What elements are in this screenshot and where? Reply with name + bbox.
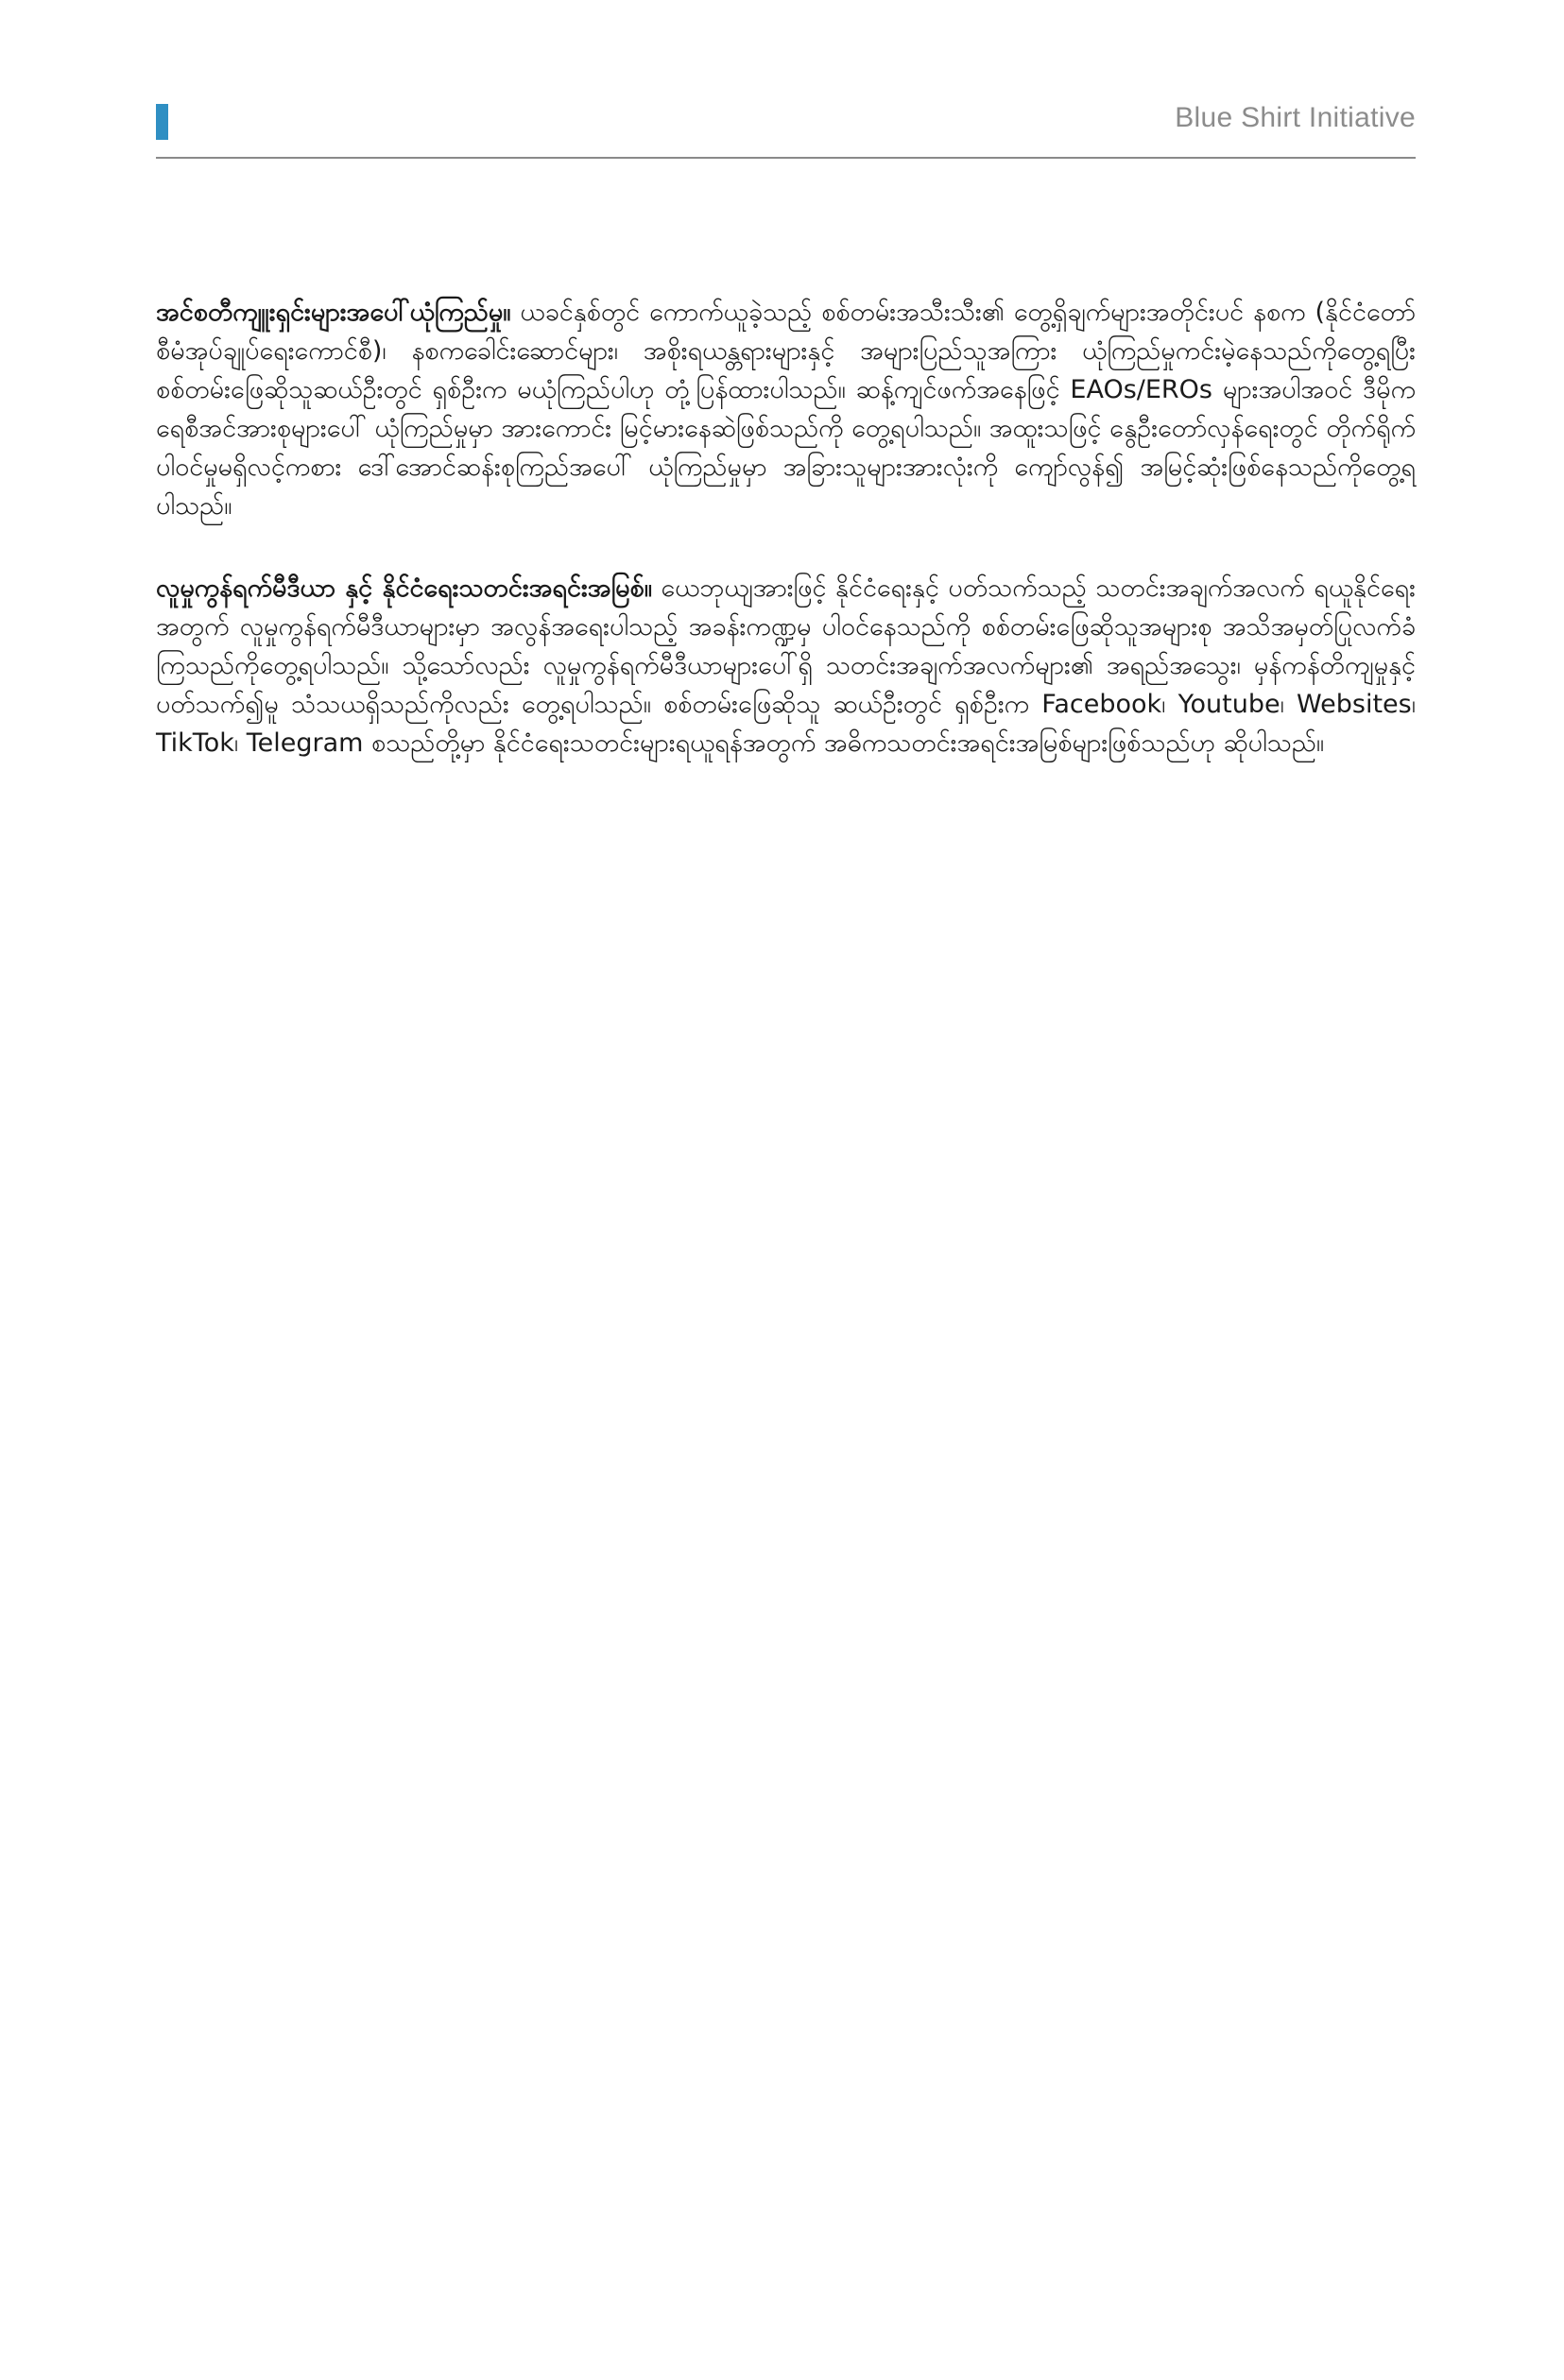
paragraph-text: ယခင်နှစ်တွင် ကောက်ယူခဲ့သည့် စစ်တမ်းအသီးသီး၏ တွေ့ရှိချက်များအတိုင်းပင် နစက (နိုင်ငံတော်စီမံအုပ်ချုပ်ရေးကောင်စီ)၊ နစကခေါင်းဆောင်များ၊ အစိုးရယန္တရားများနှင့် အများပြည်သူအကြား ယုံကြည်မှုကင်းမဲ့နေသည်ကိုတွေ့ရပြီး စစ်တမ်းဖြေဆိုသူဆယ်ဦးတွင် ရှစ်ဦးက မယုံကြည်ပါဟု တုံ့ပြန်ထားပါသည်။ ဆန့်ကျင်ဖက်အနေဖြင့် EAOs/EROs များအပါအဝင် ဒီမိုကရေစီအင်အားစုများပေါ် ယုံကြည်မှုမှာ အားကောင်း မြင့်မားနေဆဲဖြစ်သည်ကို တွေ့ရပါသည်။ အထူးသဖြင့် နွေဦးတော်လှန်ရေးတွင် တိုက်ရိုက်ပါဝင်မှုမရှိလင့်ကစား ဒေါ်အောင်ဆန်းစုကြည်အပေါ် ယုံကြည်မှုမှာ အခြားသူများအားလုံးကို ကျော်လွန်၍ အမြင့်ဆုံးဖြစ်နေသည်ကိုတွေ့ရပါသည်။ bbox=[156, 298, 1416, 521]
paragraph-social-media-sources bbox=[156, 569, 1416, 762]
paragraph-institutional-trust bbox=[156, 293, 1416, 525]
document-body bbox=[156, 293, 1416, 806]
paragraph-text: ယေဘုယျအားဖြင့် နိုင်ငံရေးနှင့် ပတ်သက်သည့် သတင်းအချက်အလက် ရယူနိုင်ရေးအတွက် လူမှုကွန်ရက်မီဒီယာများမှာ အလွန်အရေးပါသည့် အခန်းကဏ္ဍမှ ပါဝင်နေသည်ကို စစ်တမ်းဖြေဆိုသူအများစု အသိအမှတ်ပြုလက်ခံကြသည်ကိုတွေ့ရပါသည်။ သို့သော်လည်း လူမှုကွန်ရက်မီဒီယာများပေါ်ရှိ သတင်းအချက်အလက်များ၏ အရည်အသွေး၊ မှန်ကန်တိကျမှုနှင့် ပတ်သက်၍မူ သံသယရှိသည်ကိုလည်း တွေ့ရပါသည်။ စစ်တမ်းဖြေဆိုသူ ဆယ်ဦးတွင် ရှစ်ဦးက Facebook၊ Youtube၊ Websites၊ TikTok၊ Telegram စသည်တို့မှာ နိုင်ငံရေးသတင်းများရယူရန်အတွက် အဓိကသတင်းအရင်းအမြစ်များဖြစ်သည်ဟု ဆိုပါသည်။ bbox=[156, 574, 1417, 758]
page-header bbox=[156, 94, 1416, 159]
paragraph-heading: အင်စတီကျူးရှင်းများအပေါ်ယုံကြည်မှု။ bbox=[156, 298, 511, 327]
paragraph-heading: လူမှုကွန်ရက်မီဒီယာ နှင့် နိုင်ငံရေးသတင်းအရင်းအမြစ်။ bbox=[156, 574, 652, 603]
header-title: Blue Shirt Initiative bbox=[1175, 102, 1416, 133]
header-accent-bar bbox=[156, 104, 168, 140]
